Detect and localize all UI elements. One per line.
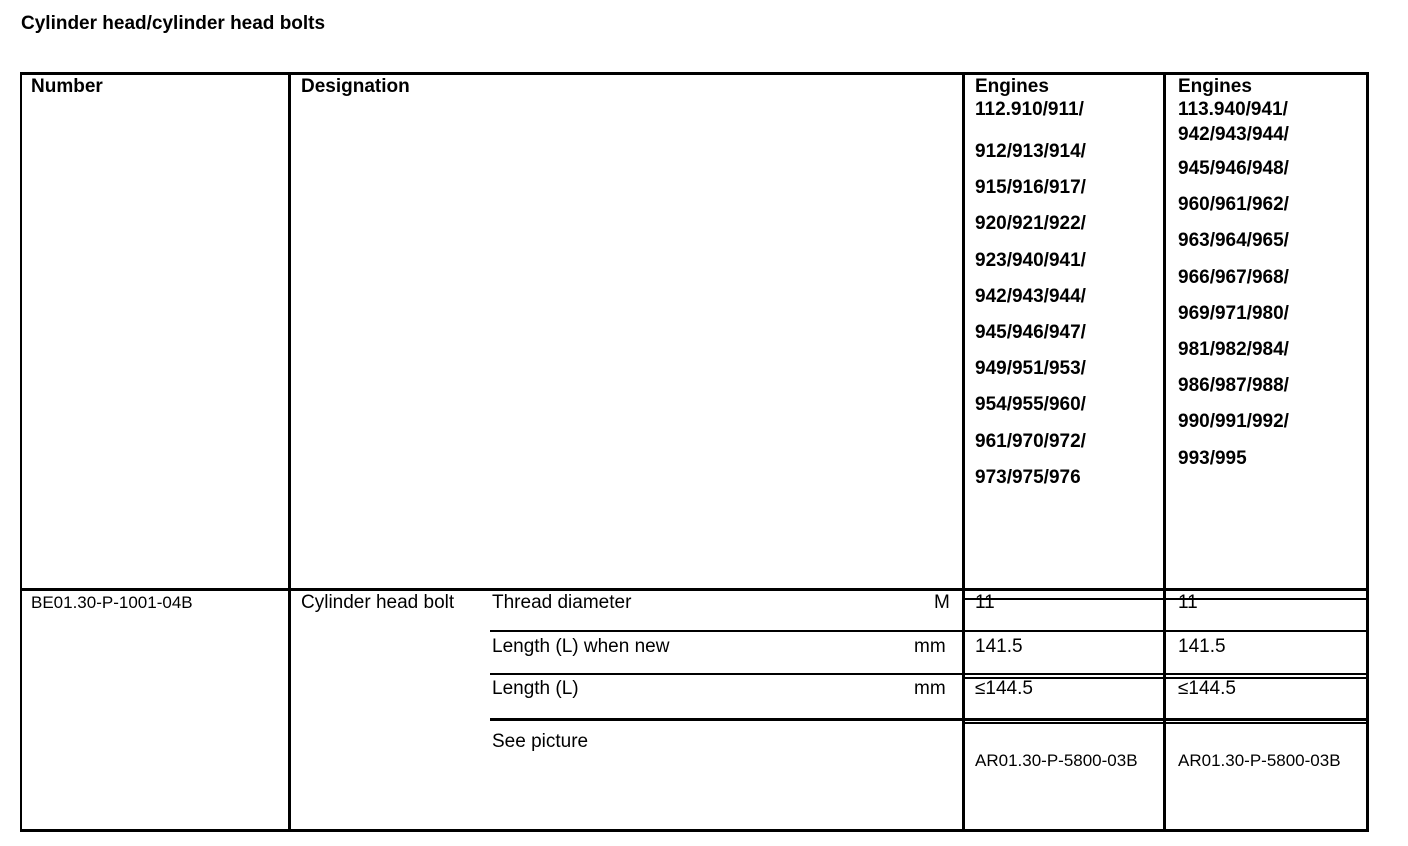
item-label-length: Length (L) <box>492 678 579 699</box>
header-designation: Designation <box>301 76 410 97</box>
sub-row-divider-2 <box>490 673 1369 675</box>
engines-b-item: 986/987/988/ <box>1178 375 1289 397</box>
column-divider-number <box>288 72 291 832</box>
row-designation: Cylinder head bolt <box>301 592 455 613</box>
engines-b-item: 945/946/948/ <box>1178 158 1289 179</box>
engines-b-item: 993/995 <box>1178 447 1247 469</box>
item-value-b-length: ≤144.5 <box>1178 678 1236 699</box>
row-number: BE01.30-P-1001-04B <box>31 593 193 612</box>
engines-b-item: 969/971/980/ <box>1178 302 1289 324</box>
item-label-length-new: Length (L) when new <box>492 636 670 657</box>
engines-a-item: 961/970/972/ <box>975 430 1086 452</box>
engines-a-item: 920/921/922/ <box>975 213 1086 235</box>
engines-a-item: 942/943/944/ <box>975 285 1086 307</box>
item-value-b-thread-diameter: 11 <box>1178 592 1198 613</box>
engines-b-item: 942/943/944/ <box>1178 124 1289 145</box>
engines-b-item: 113.940/941/ <box>1178 99 1288 120</box>
engines-b-item: 981/982/984/ <box>1178 339 1289 361</box>
table-border-left <box>20 72 22 832</box>
engines-a-item: 954/955/960/ <box>975 394 1086 416</box>
item-value-b-length-new: 141.5 <box>1178 636 1226 657</box>
engines-a-item: 973/975/976 <box>975 466 1081 488</box>
engines-a-item: 915/916/917/ <box>975 177 1086 199</box>
item-value-a-picture-reference[interactable]: AR01.30-P-5800-03B <box>975 751 1138 770</box>
page-title: Cylinder head/cylinder head bolts <box>21 13 326 34</box>
engines-a-item: 949/951/953/ <box>975 358 1086 380</box>
item-label-thread-diameter: Thread diameter <box>492 592 632 613</box>
table-border-top <box>20 72 1369 75</box>
values-row-divider-3 <box>962 722 1369 724</box>
engines-a-list <box>975 98 1086 496</box>
engines-b-item: 963/964/965/ <box>1178 230 1289 252</box>
header-engines-b: Engines <box>1178 76 1252 97</box>
item-value-a-length-new: 141.5 <box>975 636 1023 657</box>
item-value-a-thread-diameter: 11 <box>975 592 995 613</box>
engines-a-item: 912/913/914/ <box>975 141 1086 162</box>
engines-b-list <box>1178 98 1289 477</box>
engines-a-item: 923/940/941/ <box>975 249 1086 271</box>
item-label-see-picture: See picture <box>492 731 589 752</box>
header-engines-a: Engines <box>975 76 1049 97</box>
item-value-a-length: ≤144.5 <box>975 678 1033 699</box>
item-unit-thread-diameter: M <box>934 592 950 613</box>
engines-a-item: 112.910/911/ <box>975 99 1084 120</box>
engines-b-item: 966/967/968/ <box>1178 266 1289 288</box>
table-border-bottom <box>20 829 1369 832</box>
header-number: Number <box>31 76 103 97</box>
item-unit-length: mm <box>914 678 946 699</box>
header-row-divider <box>20 588 1369 591</box>
engines-a-item: 945/946/947/ <box>975 322 1086 344</box>
engines-b-item: 960/961/962/ <box>1178 194 1289 216</box>
item-unit-length-new: mm <box>914 636 946 657</box>
values-row-divider-1 <box>962 598 1369 600</box>
engines-b-item: 990/991/992/ <box>1178 411 1289 433</box>
sub-row-divider-1 <box>490 630 1369 632</box>
sub-row-divider-3 <box>490 718 1369 721</box>
item-value-b-picture-reference[interactable]: AR01.30-P-5800-03B <box>1178 751 1341 770</box>
